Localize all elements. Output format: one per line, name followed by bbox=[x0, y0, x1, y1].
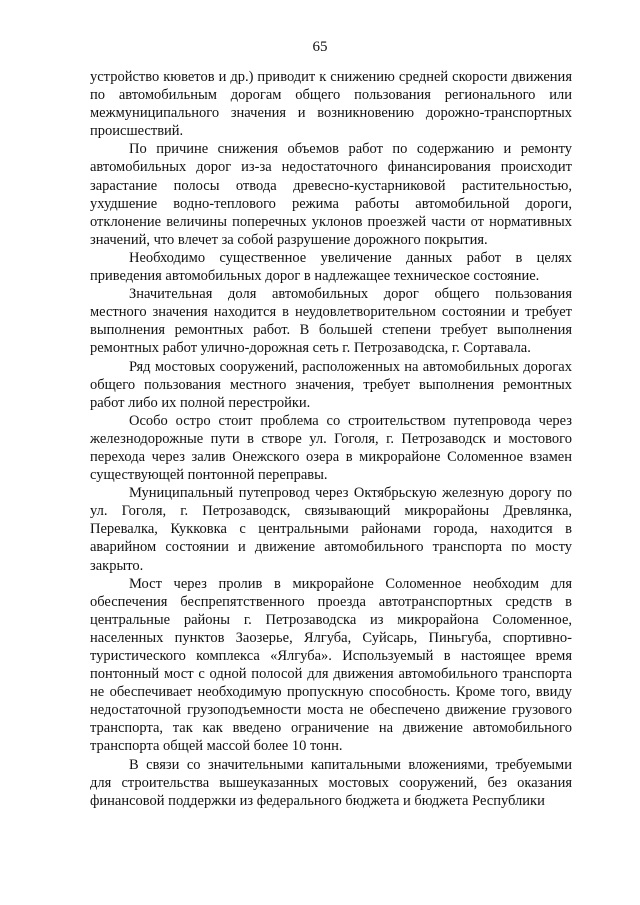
paragraph: В связи со значительными капитальными вложениями, требуемыми для строительства вышеуказанных мостовых сооружений, без оказания финансовой поддержки из федерального бюджета и бюджета Республики bbox=[90, 756, 572, 809]
paragraph: По причине снижения объемов работ по содержанию и ремонту автомобильных дорог из-за недостаточного финансирования происходит зарастание полосы отвода древесно-кустарниковой растительностью, ухудшение водно-теплового режима работы автомобильной дороги, отклонение величины поперечных уклонов проезжей части от нормативных значений, что влечет за собой разрушение дорожного покрытия. bbox=[90, 141, 572, 248]
paragraph: Необходимо существенное увеличение данных работ в целях приведения автомобильных дорог в надлежащее техническое состояние. bbox=[90, 249, 572, 285]
paragraph: Мост через пролив в микрорайоне Соломенное необходим для обеспечения беспрепятственного проезда автотранспортных средств в центральные районы г. Петрозаводска из микрорайона Соломенное, населенных пунктов Заозерье, Ялгуба, Суйсарь, Пиньгуба, спортивно-туристического комплекса «Ялгуба». Используемый в настоящее время понтонный мост с одной полосой для движения автомобильного транспорта не обеспечивает необходимую пропускную способность. Кроме того, ввиду недостаточной грузоподъемности моста не обеспечено движение грузового транспорта, так как введено ограничение на движение автомобильного транспорта общей массой более 10 тонн. bbox=[90, 575, 572, 755]
paragraph: Муниципальный путепровод через Октябрьскую железную дорогу по ул. Гоголя, г. Петрозаводск, связывающий микрорайоны Древлянка, Перевалка, Кукковка с центральными районами города, находится в аварийном состоянии и движение автомобильного транспорта по мосту закрыто. bbox=[90, 485, 572, 574]
paragraph-continuation: устройство кюветов и др.) приводит к снижению средней скорости движения по автомобильным дорогам общего пользования регионального или межмуниципального значения и возникновению дорожно-транспортных происшествий. bbox=[90, 69, 572, 140]
paragraph: Особо остро стоит проблема со строительством путепровода через железнодорожные пути в створе ул. Гоголя, г. Петрозаводск и мостового перехода через залив Онежского озера в микрорайоне Соломенное взамен существующей понтонной переправы. bbox=[90, 412, 572, 484]
paragraph: Ряд мостовых сооружений, расположенных на автомобильных дорогах общего пользования местного значения, требует выполнения ремонтных работ либо их полной перестройки. bbox=[90, 358, 572, 411]
document-body bbox=[90, 68, 572, 810]
page-number: 65 bbox=[312, 39, 328, 55]
paragraph: Значительная доля автомобильных дорог общего пользования местного значения находится в неудовлетворительном состоянии и требует выполнения ремонтных работ. В большей степени требует выполнения ремонтных работ улично-дорожная сеть г. Петрозаводска, г. Сортавала. bbox=[90, 286, 572, 357]
